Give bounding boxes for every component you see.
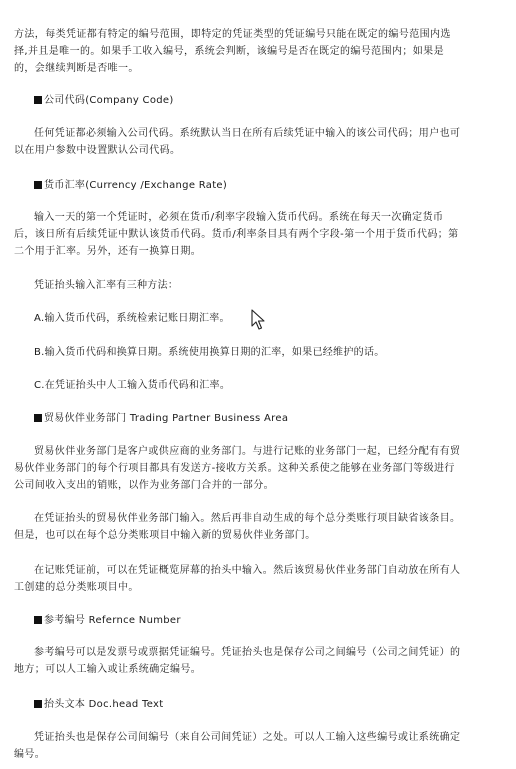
doc-head-text-paragraph: 凭证抬头也是保存公司间编号（来自公司间凭证）之处。可以人工输入这些编号或让系统确定编号。	[14, 732, 461, 760]
heading-reference-number	[34, 612, 181, 629]
mouse-pointer-arrow-icon	[251, 309, 265, 331]
method-c-line: C.在凭证抬头中人工输入货币代码和汇率。	[34, 380, 231, 391]
square-bullet-icon	[34, 96, 42, 104]
company-code-paragraph: 任何凭证都必须输入公司代码。系统默认当日在所有后续凭证中输入的该公司代码；用户也可以在用户参数中设置默认公司代码。	[14, 128, 461, 156]
trading-partner-paragraph-2: 在凭证抬头的贸易伙伴业务部门输入。然后再非自动生成的每个总分类账行项目缺省该条目。但是，也可以在每个总分类账项目中输入新的贸易伙伴业务部门。	[14, 513, 461, 541]
heading-company-code-text: 公司代码(Company Code)	[44, 95, 174, 106]
method-a-line: A.输入货币代码，系统检索记账日期汇率。	[34, 313, 230, 324]
intro-paragraph: 方法，每类凭证都有特定的编号范围，即特定的凭证类型的凭证编号只能在既定的编号范围内选择,并且是唯一的。如果手工收入编号，系统会判断，该编号是否在既定的编号范围内；如果是的，会继续判断是否唯一。	[14, 29, 451, 74]
square-bullet-icon	[34, 616, 42, 624]
currency-paragraph: 输入一天的第一个凭证时，必须在货币/利率字段输入货币代码。系统在每天一次确定货币后，该日所有后续凭证中默认该货币代码。货币/利率条目具有两个字段-第一个用于货币代码；第二个用于汇率。另外，还有一换算日期。	[14, 212, 459, 257]
trading-partner-paragraph-3: 在记账凭证前，可以在凭证概览屏幕的抬头中输入。然后该贸易伙伴业务部门自动放在所有人工创建的总分类账项目中。	[14, 565, 461, 593]
square-bullet-icon	[34, 181, 42, 189]
method-b-line: B.输入货币代码和换算日期。系统使用换算日期的汇率，如果已经维护的话。	[34, 347, 385, 358]
reference-number-paragraph: 参考编号可以是发票号或票据凭证编号。凭证抬头也是保存公司之间编号（公司之间凭证）的地方；可以人工输入或让系统确定编号。	[14, 647, 461, 675]
heading-currency-text: 货币汇率(Currency /Exchange Rate)	[44, 180, 228, 191]
heading-doc-head-text	[34, 696, 163, 713]
heading-reference-number-text: 参考编号 Refernce Number	[44, 615, 181, 626]
heading-trading-partner	[34, 410, 288, 427]
three-methods-line: 凭证抬头输入汇率有三种方法：	[34, 280, 179, 291]
square-bullet-icon	[34, 700, 42, 708]
trading-partner-paragraph-1: 贸易伙伴业务部门是客户或供应商的业务部门。与进行记账的业务部门一起，已经分配有有贸易伙伴业务部门的每个行项目都具有发送方-接收方关系。这种关系使之能够在业务部门等级进行公司间收入支出的销账，以作为业务部门合并的一部分。	[14, 446, 461, 491]
heading-company-code	[34, 92, 174, 109]
square-bullet-icon	[34, 414, 42, 422]
heading-currency	[34, 177, 227, 194]
heading-doc-head-text-text: 抬头文本 Doc.head Text	[44, 699, 164, 710]
heading-trading-partner-text: 贸易伙伴业务部门 Trading Partner Business Area	[44, 413, 289, 424]
